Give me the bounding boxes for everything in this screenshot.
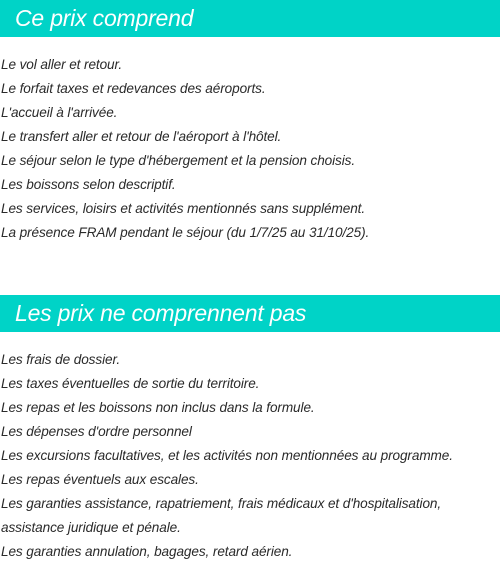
- included-item: Les boissons selon descriptif.: [1, 177, 176, 192]
- excluded-item: Les garanties annulation, bagages, retard aérien.: [1, 544, 293, 559]
- excluded-item: Les taxes éventuelles de sortie du territoire.: [1, 376, 260, 391]
- excluded-item: Les repas éventuels aux escales.: [1, 472, 199, 487]
- included-section-title: Ce prix comprend: [15, 5, 194, 31]
- excluded-item: Les garanties assistance, rapatriement, frais médicaux et d'hospitalisation,: [1, 496, 442, 511]
- included-item: Le transfert aller et retour de l'aéroport à l'hôtel.: [1, 129, 282, 144]
- excluded-item: Les excursions facultatives, et les activités non mentionnées au programme.: [1, 448, 453, 463]
- included-section-header: [0, 0, 500, 37]
- excluded-item: assistance juridique et pénale.: [1, 520, 181, 535]
- excluded-item: Les frais de dossier.: [1, 352, 121, 367]
- included-item: Le vol aller et retour.: [1, 57, 123, 72]
- excluded-section-header: [0, 295, 500, 332]
- excluded-items-list: [1, 348, 500, 564]
- included-item: La présence FRAM pendant le séjour (du 1/7/25 au 31/10/25).: [1, 225, 370, 240]
- excluded-item: Les dépenses d'ordre personnel: [1, 424, 192, 439]
- excluded-item: Les repas et les boissons non inclus dans la formule.: [1, 400, 315, 415]
- included-item: Le séjour selon le type d'hébergement et la pension choisis.: [1, 153, 356, 168]
- included-item: L'accueil à l'arrivée.: [1, 105, 118, 120]
- excluded-section-title: Les prix ne comprennent pas: [15, 300, 307, 326]
- included-item: Le forfait taxes et redevances des aéroports.: [1, 81, 266, 96]
- included-item: Les services, loisirs et activités mentionnés sans supplément.: [1, 201, 366, 216]
- included-items-list: [1, 53, 500, 245]
